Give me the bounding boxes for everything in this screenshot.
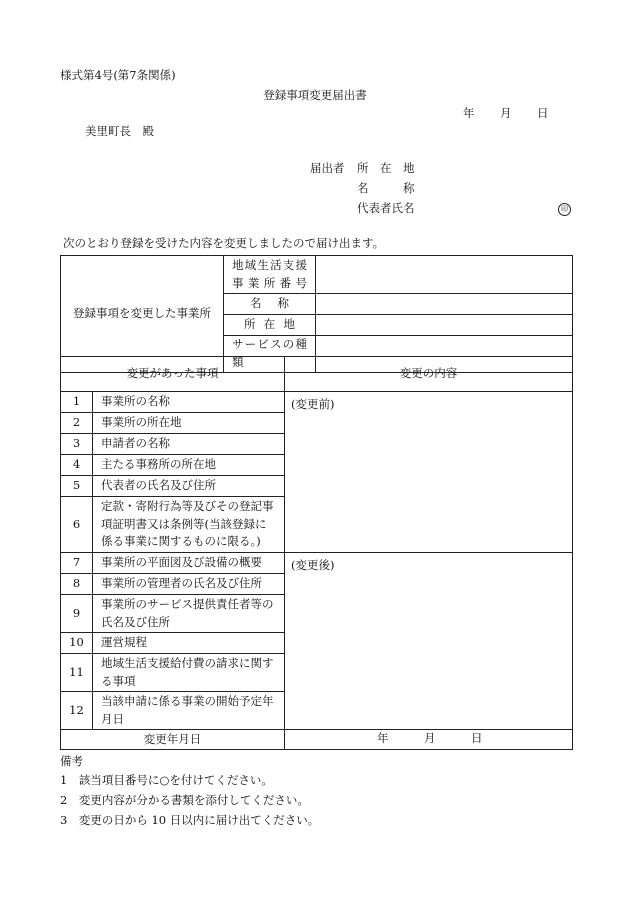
item-text-5: 代表者の氏名及び住所 [93, 476, 285, 497]
office-address-label: 所在地 [244, 317, 295, 332]
item-text-2: 事業所の所在地 [93, 413, 285, 434]
changes-header-content: 変更の内容 [285, 357, 573, 392]
item-number-4[interactable]: 4 [61, 455, 93, 476]
item-text-12-line2: 月日 [101, 711, 124, 726]
header-date-month: 月 [500, 106, 512, 120]
item-number-12[interactable]: 12 [61, 692, 93, 730]
change-date-label: 変更年月日 [61, 730, 285, 750]
office-number-field[interactable] [316, 256, 573, 294]
reporter-label: 届出者 [310, 161, 345, 175]
office-number-label-line2: 事業所番号 [232, 275, 307, 290]
item-number-1[interactable]: 1 [61, 392, 93, 413]
after-label: (変更後) [291, 558, 335, 572]
reporter-name-label: 名 称 [357, 181, 415, 195]
item-text-12 [93, 692, 285, 730]
item-text-3: 申請者の名称 [93, 434, 285, 455]
item-text-11 [93, 654, 285, 692]
item-text-9-line1: 事業所のサービス提供責任者等の [101, 596, 274, 611]
form-number: 様式第4号(第7条関係) [60, 68, 176, 82]
item-number-10[interactable]: 10 [61, 633, 93, 654]
seal-mark: 印 [558, 203, 571, 216]
changes-table [60, 356, 573, 750]
change-date-day: 日 [471, 731, 483, 745]
intro-text: 次のとおり登録を受けた内容を変更しましたので届け出ます。 [63, 236, 385, 250]
header-date-year: 年 [463, 106, 475, 120]
after-content-cell[interactable] [285, 553, 573, 730]
office-service-label: サービスの種類 [232, 337, 307, 369]
reporter-address-label: 所 在 地 [357, 161, 415, 175]
item-number-9[interactable]: 9 [61, 595, 93, 633]
item-text-9 [93, 595, 285, 633]
office-number-label-line1: 地域生活支援 [232, 257, 307, 272]
item-number-7[interactable]: 7 [61, 553, 93, 574]
item-text-6-line3: 係る事業に関するものに限る。) [101, 534, 261, 549]
reporter-rep-label: 代表者氏名 [357, 201, 415, 215]
office-name-label: 名称 [250, 296, 289, 311]
item-text-4: 主たる事務所の所在地 [93, 455, 285, 476]
item-text-1: 事業所の名称 [93, 392, 285, 413]
before-content-cell[interactable] [285, 392, 573, 553]
office-table [60, 255, 573, 373]
change-date-year: 年 [377, 731, 389, 745]
item-number-2[interactable]: 2 [61, 413, 93, 434]
item-text-9-line2: 氏名及び住所 [101, 614, 170, 629]
item-number-6[interactable]: 6 [61, 497, 93, 553]
addressee: 美里町長 殿 [85, 124, 154, 138]
item-text-6 [93, 497, 285, 553]
item-text-11-line2: る事項 [101, 673, 136, 688]
item-text-10: 運営規程 [93, 633, 285, 654]
item-text-8: 事業所の管理者の氏名及び住所 [93, 574, 285, 595]
note-1: 1 該当項目番号に○を付けてください。 [60, 773, 273, 787]
header-date-day: 日 [537, 106, 549, 120]
item-number-5[interactable]: 5 [61, 476, 93, 497]
changes-header-items: 変更があった事項 [61, 357, 285, 392]
item-text-6-line1: 定款・寄附行為等及びその登記事 [101, 498, 274, 513]
notes-heading: 備考 [60, 754, 83, 768]
office-field-label-number [224, 256, 316, 294]
item-text-11-line1: 地域生活支援給付費の請求に関す [101, 655, 274, 670]
office-name-field[interactable] [316, 294, 573, 315]
change-date-field[interactable] [285, 730, 573, 750]
document-title: 登録事項変更届出書 [263, 88, 367, 102]
item-text-6-line2: 項証明書又は条例等(当該登録に [101, 516, 267, 531]
item-text-12-line1: 当該申請に係る事業の開始予定年 [101, 693, 274, 708]
item-number-3[interactable]: 3 [61, 434, 93, 455]
note-2: 2 変更内容が分かる書類を添付してください。 [60, 793, 309, 807]
office-address-field[interactable] [316, 315, 573, 336]
item-number-11[interactable]: 11 [61, 654, 93, 692]
change-date-month: 月 [424, 731, 436, 745]
note-3: 3 変更の日から 10 日以内に届け出てください。 [60, 813, 320, 827]
item-text-7: 事業所の平面図及び設備の概要 [93, 553, 285, 574]
before-label: (変更前) [291, 397, 335, 411]
item-number-8[interactable]: 8 [61, 574, 93, 595]
office-row-header: 登録事項を変更した事業所 [61, 256, 224, 373]
